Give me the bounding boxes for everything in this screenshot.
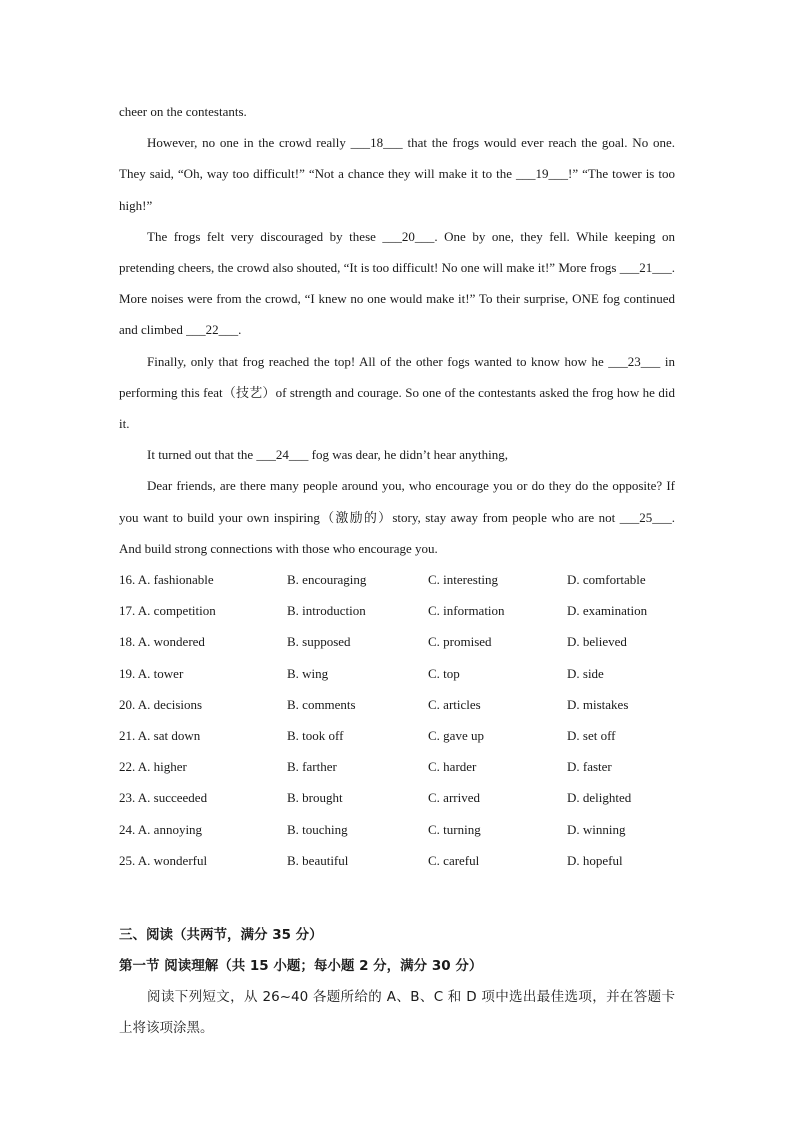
option-b: B. supposed [287,634,351,650]
option-c: C. articles [428,696,481,712]
option-c: C. top [428,665,460,681]
answer-options [119,564,675,876]
option-a: 21. A. sat down [119,727,201,743]
option-row-17 [119,595,675,626]
option-b: B. brought [287,790,343,806]
option-row-19 [119,658,675,689]
option-row-25 [119,845,675,876]
option-c: C. arrived [428,790,480,806]
document-page [119,96,675,1044]
option-c: C. promised [428,634,492,650]
option-c: C. careful [428,852,480,868]
option-a: 22. A. higher [119,759,187,775]
option-c: C. gave up [428,727,484,743]
option-d: D. side [567,665,604,681]
option-a: 23. A. succeeded [119,790,208,806]
option-row-22 [119,751,675,782]
option-b: B. touching [287,821,348,837]
passage-paragraph-1: cheer on the contestants. [119,104,247,119]
section-heading: 三、阅读（共两节，满分 35 分） [119,926,323,943]
option-b: B. farther [287,759,337,775]
passage-paragraph-3: The frogs felt very discouraged by these ___20___. One by one, they fell. While keeping on pretending cheers, the crowd also shouted, “It is too difficult! No one will make it!” More frogs ___21___. More noises were from the crowd, “I knew no one would make it!” To their surprise, ONE fog continued and climbed ___22___. [119,228,675,338]
passage-paragraph-2: However, no one in the crowd really ___18___ that the frogs would ever reach the goal. No one. They said, “Oh, way too difficult!” “Not a chance they will make it to the ___19___!” “The tower is too high!” [119,135,675,213]
passage-paragraph-6: Dear friends, are there many people around you, who encourage you or do they do the opposite? If you want to build your own inspiring（激励的）story, stay away from people who are not ___25___. And build strong connections with those who encourage you. [119,478,675,556]
option-d: D. examination [567,603,648,619]
option-d: D. delighted [567,790,632,806]
option-b: B. took off [287,727,344,743]
option-b: B. encouraging [287,572,367,588]
option-c: C. turning [428,821,481,837]
option-d: D. faster [567,759,612,775]
option-row-18 [119,626,675,657]
option-row-16 [119,564,675,595]
option-d: D. hopeful [567,852,623,868]
option-c: C. interesting [428,572,499,588]
option-b: B. introduction [287,603,366,619]
option-b: B. beautiful [287,852,349,868]
option-d: D. winning [567,821,626,837]
option-a: 18. A. wondered [119,634,205,650]
section-instruction: 阅读下列短文，从 26~40 各题所给的 A、B、C 和 D 项中选出最佳选项，并在答题卡上将该项涂黑。 [119,988,675,1036]
option-a: 20. A. decisions [119,696,203,712]
option-row-23 [119,782,675,813]
section-subheading: 第一节 阅读理解（共 15 小题；每小题 2 分，满分 30 分） [119,957,483,974]
option-c: C. information [428,603,505,619]
option-a: 24. A. annoying [119,821,203,837]
option-a: 16. A. fashionable [119,572,214,588]
passage-paragraph-5: It turned out that the ___24___ fog was dear, he didn’t hear anything, [147,447,508,463]
option-a: 19. A. tower [119,665,184,681]
option-d: D. comfortable [567,572,646,588]
option-d: D. mistakes [567,696,629,712]
option-a: 25. A. wonderful [119,852,208,868]
option-c: C. harder [428,759,477,775]
option-d: D. set off [567,727,616,743]
option-row-20 [119,689,675,720]
option-row-21 [119,720,675,751]
option-d: D. believed [567,634,627,650]
passage-paragraph-4: Finally, only that frog reached the top! All of the other fogs wanted to know how he ___23___ in performing this feat（技艺）of strength and courage. So one of the contestants asked the frog how he did it. [119,353,675,432]
option-b: B. wing [287,665,329,681]
option-b: B. comments [287,696,356,712]
option-row-24 [119,814,675,845]
passage [119,96,675,564]
option-a: 17. A. competition [119,603,216,619]
